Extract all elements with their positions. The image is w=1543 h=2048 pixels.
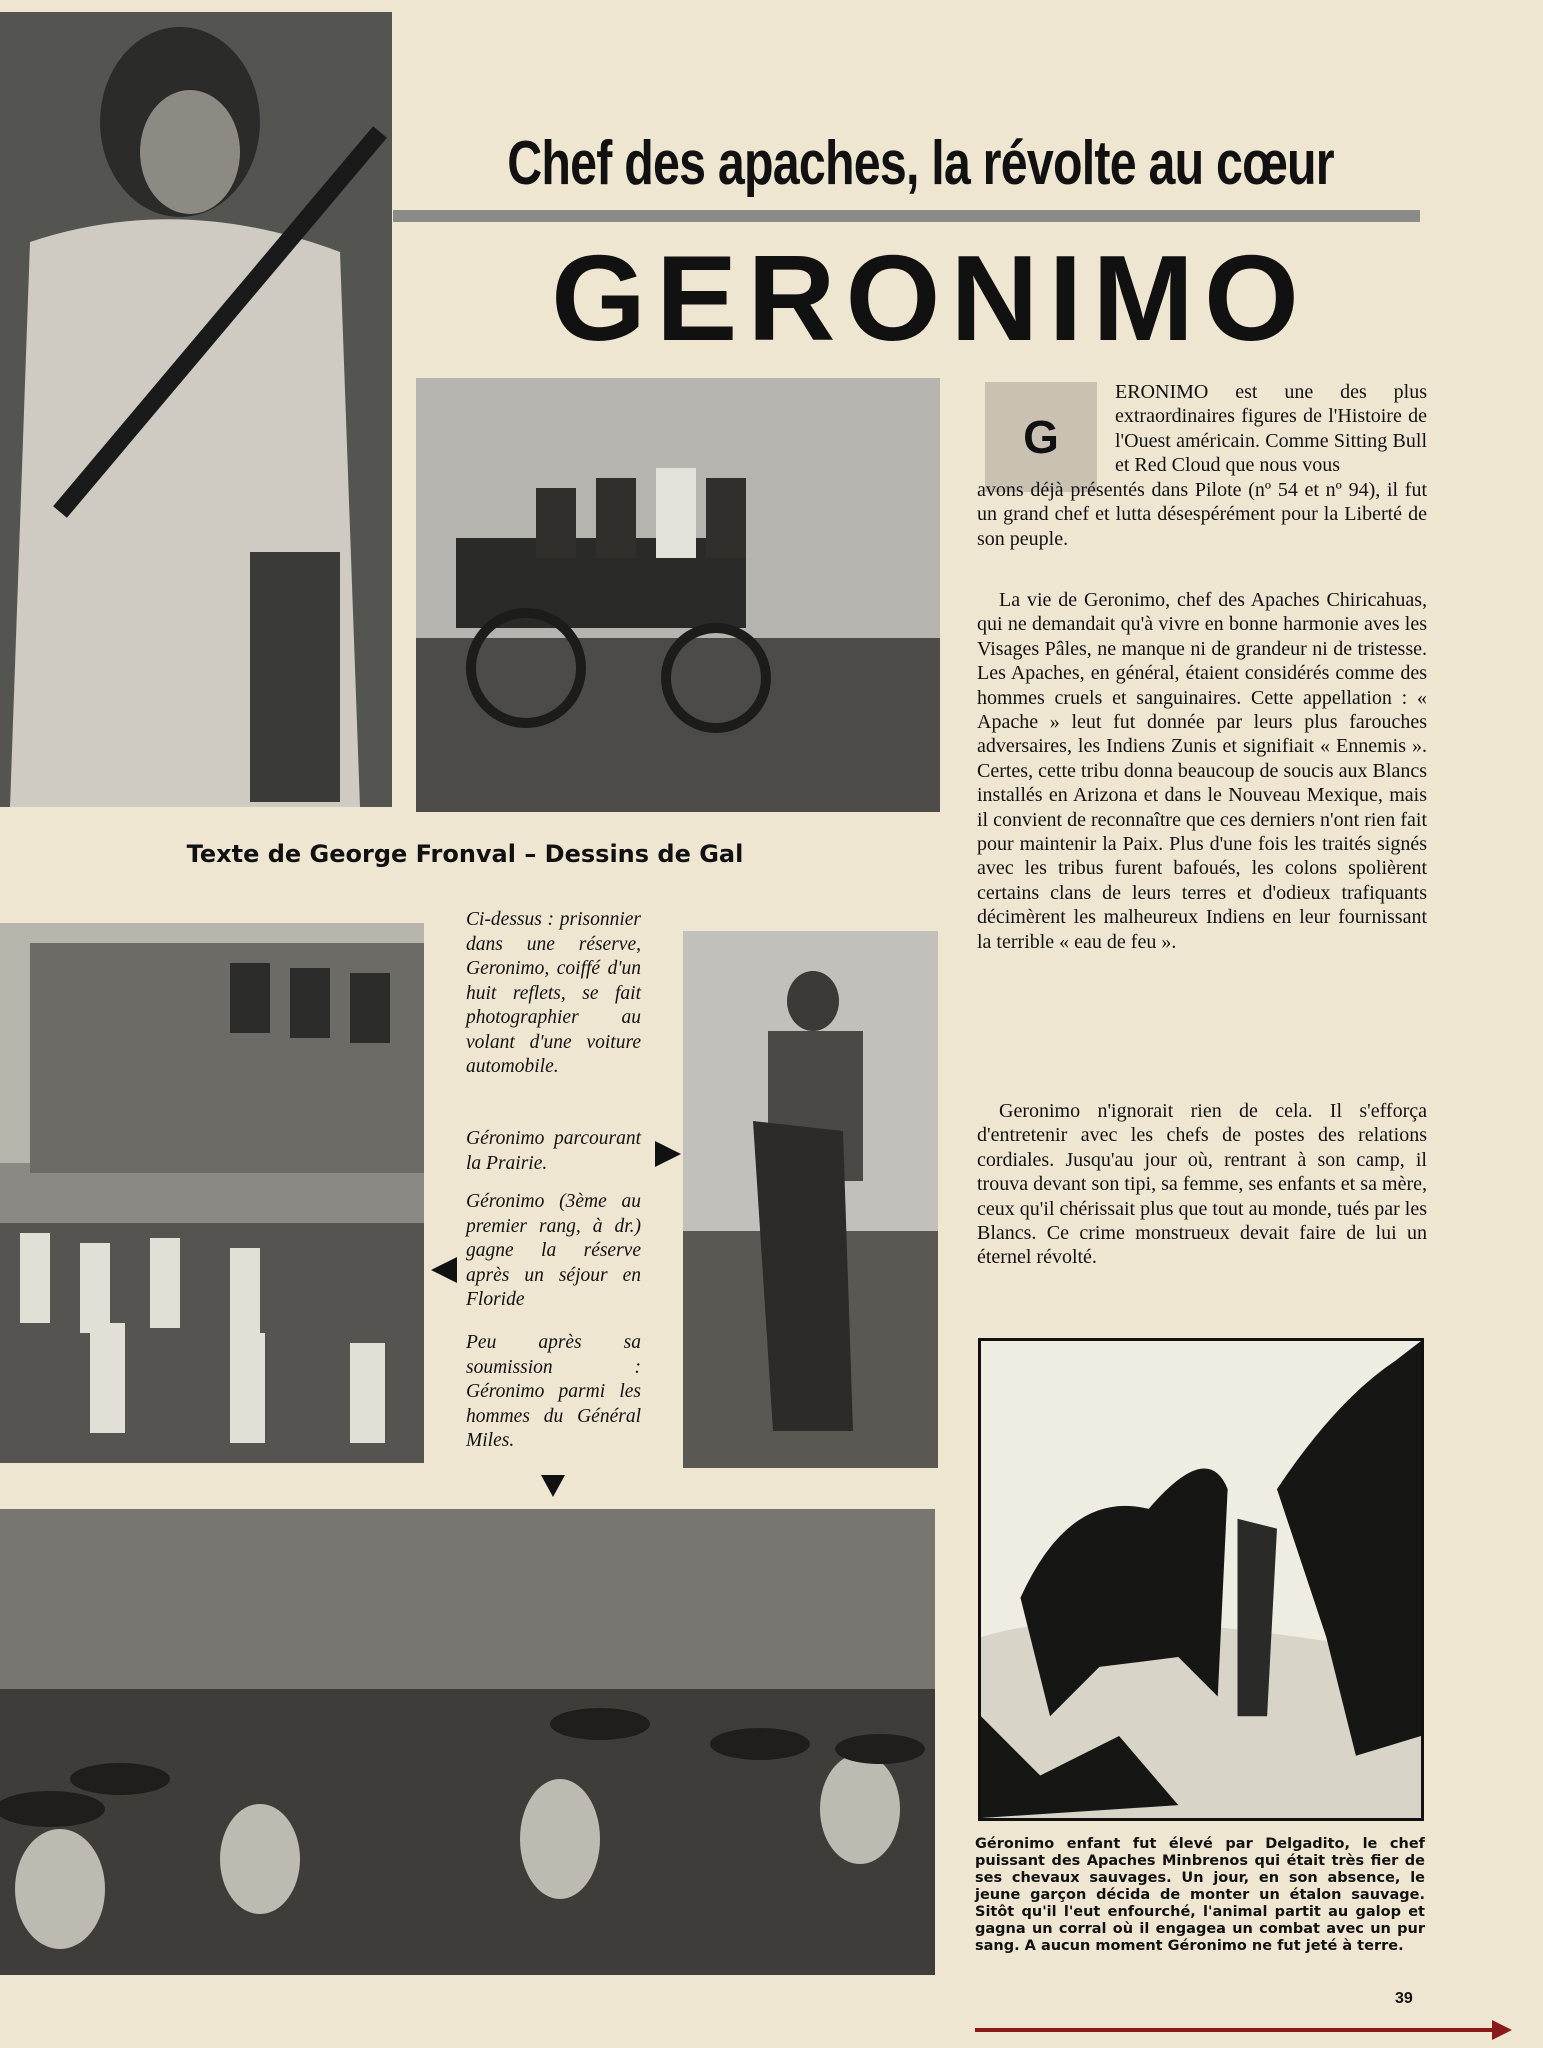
article-paragraph-1: avons déjà présentés dans Pilote (nº 54 et nº 94), il fut un grand chef et lutta désespérément pour la Liberté de son peuple.: [977, 479, 1427, 550]
article-paragraph-2: La vie de Geronimo, chef des Apaches Chiricahuas, qui ne demandait qu'à vivre en bonne harmonie aves les Visages Pâles, ne manque ni de grandeur ni de tristesse. Les Apaches, en général, étaient considérés comme des hommes cruels et sanguinaires. Cette appellation : « Apache » leut fut donnée par leurs plus farouches adversaires, les Indiens Zunis et signifiait « Ennemis ». Certes, cette tribu donna beaucoup de soucis aux Blancs installés en Arizona et dans le Nouveau Mexique, mais il convient de reconnaître que ces derniers n'ont rien fait pour maintenir la Paix. Plus d'une fois les traités signés avec les tribus furent bafoués, les colons spolièrent certains clans de leurs terres et d'odieux trafiquants décimèrent les malheureux Indiens en leur fournissant la terrible « eau de feu ».: [977, 589, 1427, 953]
article-subtitle: Chef des apaches, la révolte au cœur: [507, 129, 1334, 198]
caption-florida: Géronimo (3ème au premier rang, à dr.) gagne la réserve après un séjour en Floride: [466, 1191, 641, 1310]
caption-prairie: Géronimo parcourant la Prairie.: [466, 1128, 641, 1174]
drop-cap: G: [985, 382, 1097, 492]
geronimo-portrait-photo: [0, 12, 392, 807]
caption-drawing: Géronimo enfant fut élevé par Delgadito, le chef puissant des Apaches Minbrenos qui était très fier de ses chevaux sauvages. Un jour, en son absence, le jeune garçon décida de monter un étalon sauvage. Sitôt qu'il l'eut enfourché, l'animal partit au galop et gagna un corral où il engagea un combat avec un pur sang. A aucun moment Géronimo ne fut jeté à terre.: [975, 1836, 1425, 1954]
article-paragraph-1-lead: ERONIMO est une des plus extraordinaires figures de l'Histoire de l'Ouest américain. Comme Sitting Bull et Red Cloud que nous vous: [1115, 381, 1427, 477]
caption-general-miles: Peu après sa soumission : Géronimo parmi les hommes du Général Miles.: [466, 1332, 641, 1451]
general-miles-group-photo: [0, 1509, 935, 1975]
car-photo: [416, 378, 940, 812]
horse-drawing: [978, 1338, 1424, 1821]
continue-arrow-icon: [1492, 2020, 1512, 2040]
continue-arrow-line: [975, 2028, 1495, 2032]
arrow-right-icon: [655, 1141, 681, 1167]
article-paragraph-3: Geronimo n'ignorait rien de cela. Il s'efforça d'entretenir avec les chefs de postes des relations cordiales. Jusqu'au jour où, rentrant à son camp, il trouva devant son tipi, sa femme, ses enfants et sa mère, ceux qu'il chérissait plus que tout au monde, tués par les Blancs. Ce crime monstrueux devait faire de lui un éternel révolté.: [977, 1100, 1427, 1269]
arrow-left-icon: [431, 1257, 457, 1283]
header-rule: [393, 210, 1420, 222]
reservation-train-photo: [0, 923, 424, 1463]
arrow-down-icon: [541, 1475, 565, 1497]
article-credits: Texte de George Fronval – Dessins de Gal: [186, 840, 744, 868]
horse-rider-photo: [683, 931, 938, 1468]
page-number: 39: [1395, 1990, 1413, 2007]
article-title: GERONIMO: [551, 230, 1309, 366]
caption-car: Ci-dessus : prisonnier dans une réserve, Geronimo, coiffé d'un huit reflets, se fait photographier au volant d'une voiture automobile.: [466, 909, 641, 1077]
